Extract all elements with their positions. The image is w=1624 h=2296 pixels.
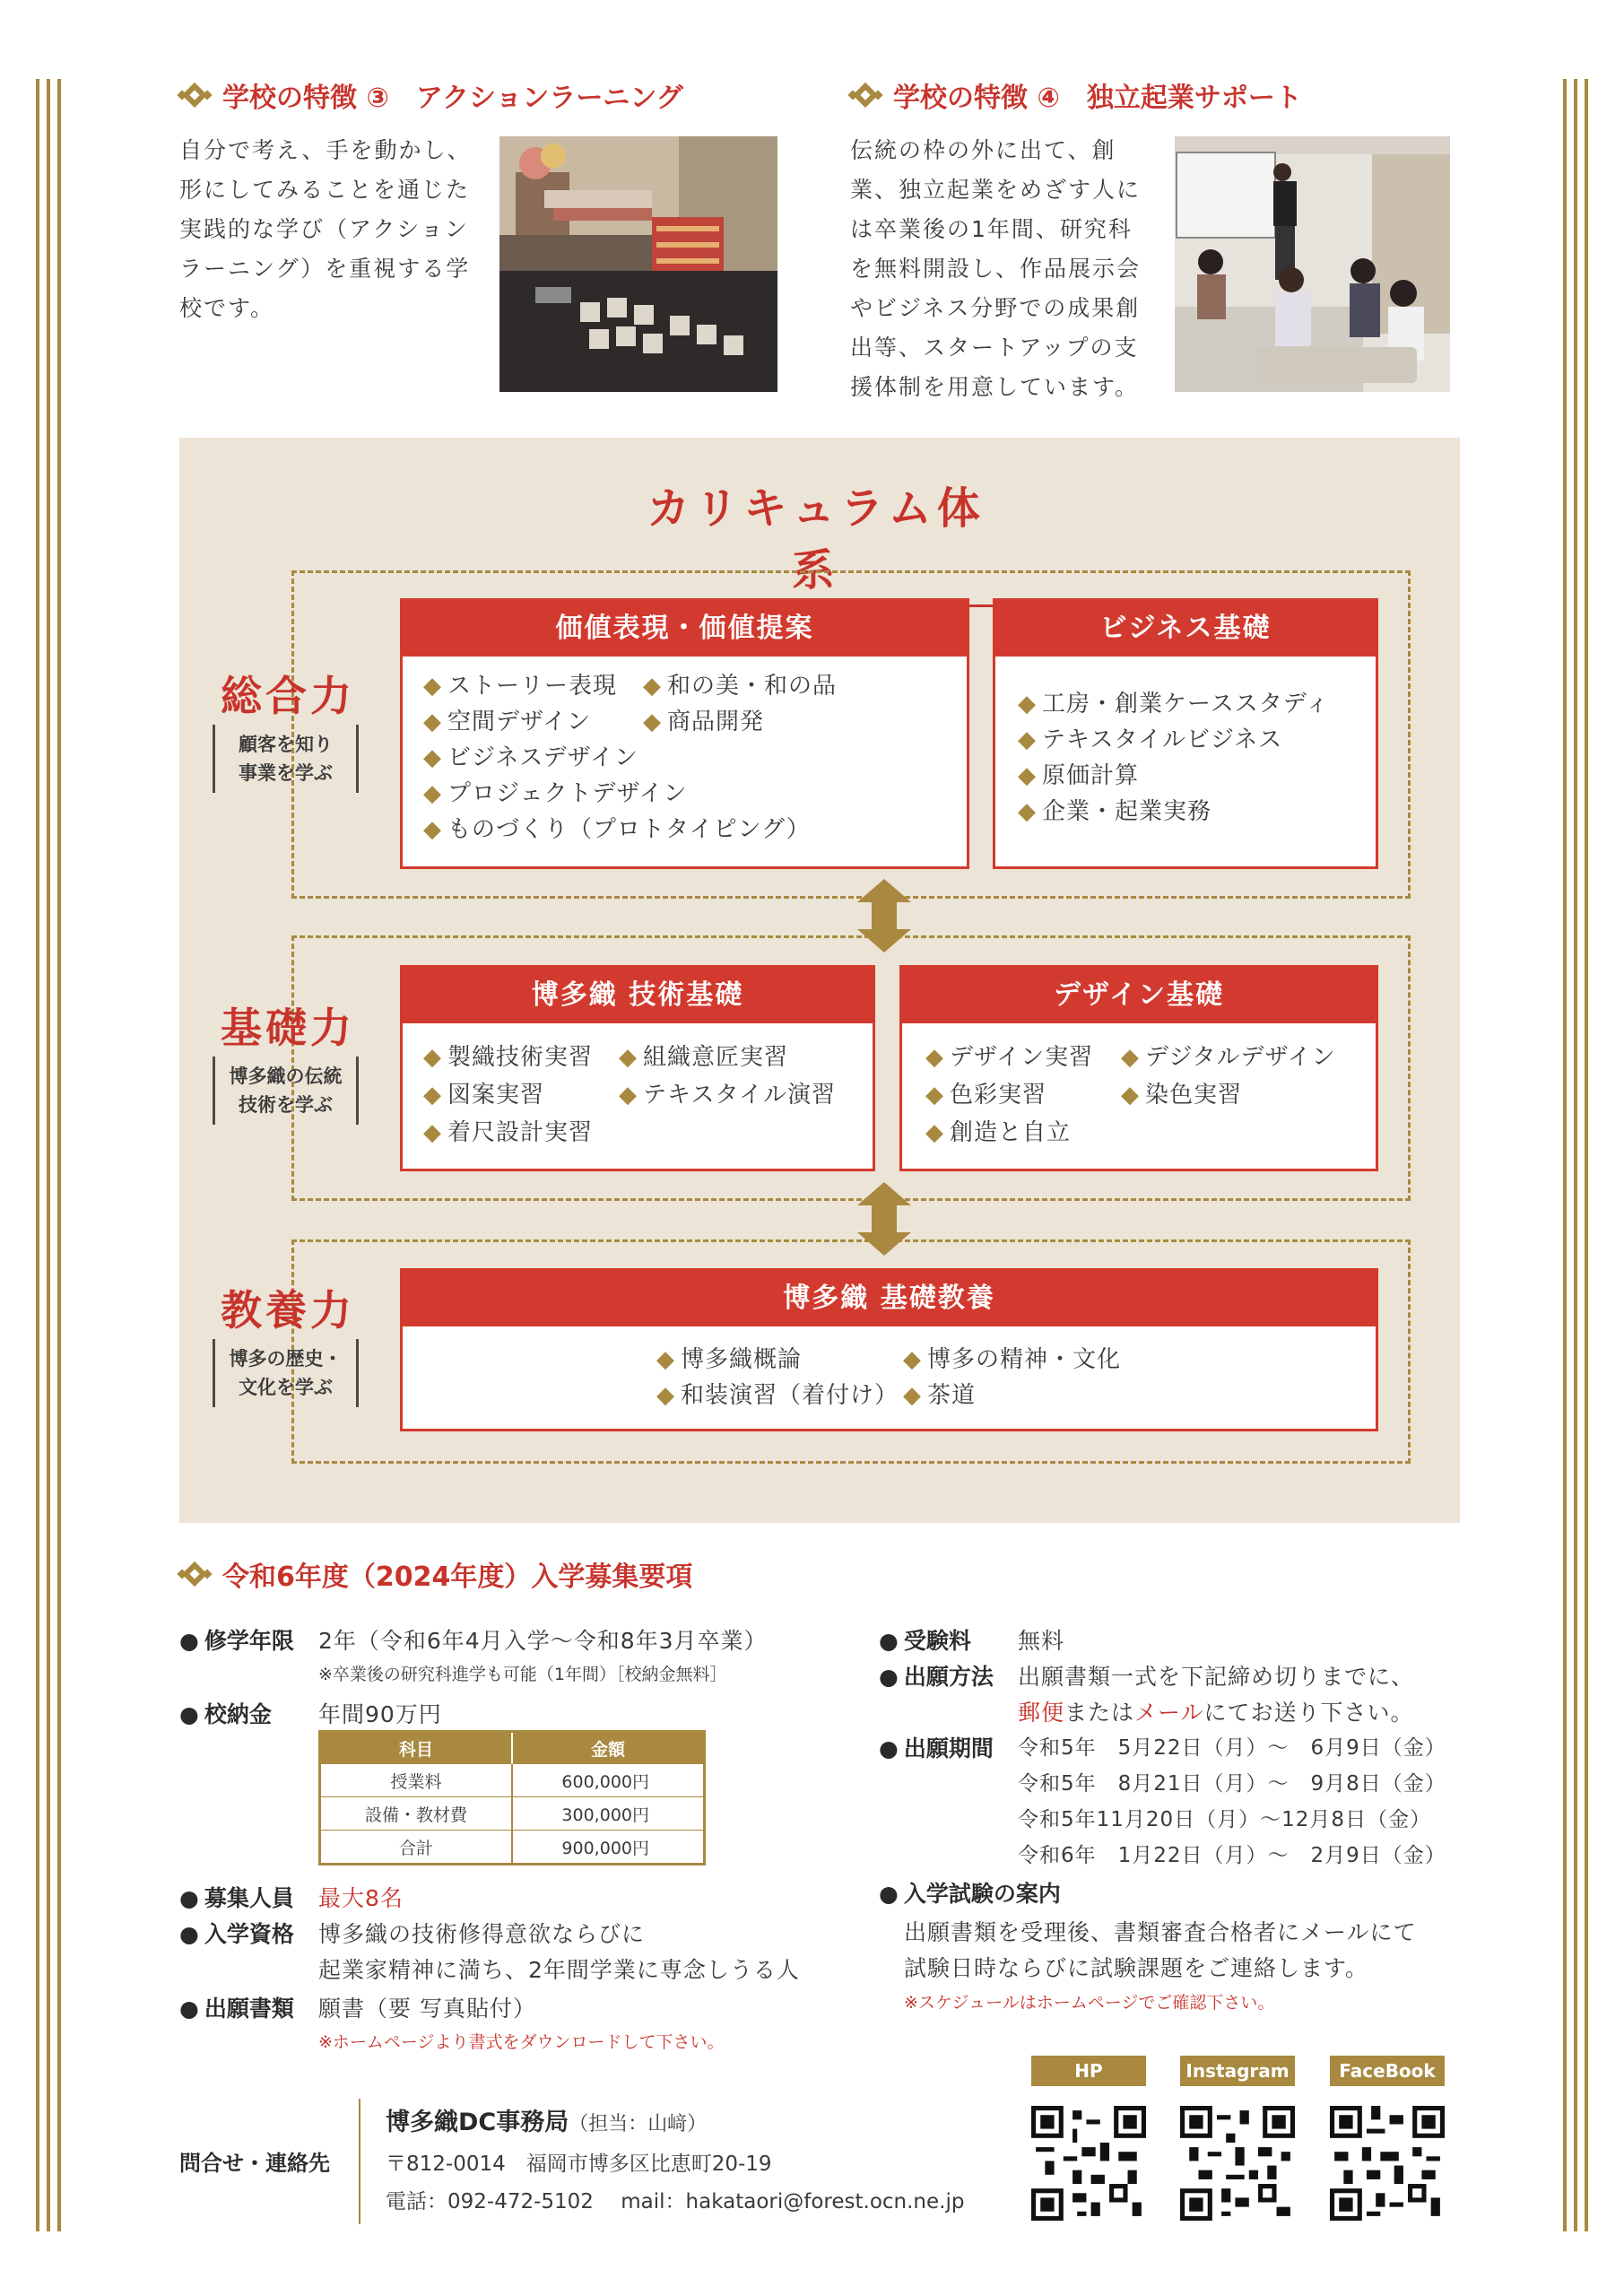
contact-label: 問合せ・連絡先 [179,2151,330,2176]
capacity-value: 最大8名 [318,1885,404,1911]
box-header: 博多織 基礎教養 [403,1271,1376,1326]
right-border-lines [1563,79,1588,2231]
documents-value: 願書（要 写真貼付） [318,1996,536,2022]
period-row: 令和5年 8月21日（月）～ 9月8日（金） [1018,1772,1446,1796]
table-row: 授業料 600,000円 [320,1764,705,1797]
qr-label-instagram: Instagram [1180,2056,1295,2086]
feature4-title: 学校の特徴 ④ 独立起業サポート [893,83,1302,114]
admission-title: 令和6年度（2024年度）入学募集要項 [222,1561,693,1593]
period-row: 令和6年 1月22日（月）～ 2月9日（金） [1018,1844,1446,1867]
tier-subtitle: 顧客を知り 事業を学ぶ [213,725,359,793]
duration-label: ● 修学年限 [179,1623,294,1656]
table-row: 設備・教材費 300,000円 [320,1797,705,1831]
feature3-text: 自分で考え、手を動かし、形にしてみることを通じた実践的な学び（アクションラーニング）を重視する学校です。 [179,137,472,321]
exam-line: 試験日時ならびに試験課題をご連絡します。 [904,1955,1369,1981]
contact-phone: 電話：092-472-5102 mail：hakataori@forest.ocn.ne.jp [386,2190,965,2213]
left-border-lines [36,79,61,2231]
fee-table-header: 科目 [320,1732,513,1764]
exam-fee-label: ● 受験料 [879,1623,971,1656]
qr-label-facebook: FaceBook [1330,2056,1445,2086]
duration-note: ※卒業後の研究科進学も可能（1年間）［校納金無料］ [318,1665,727,1684]
method-line2: 郵便またはメールにてお送り下さい。 [1018,1700,1414,1726]
qualification-line: 起業家精神に満ち、2年間学業に専念しうる人 [318,1957,800,1983]
feature3-title: 学校の特徴 ③ アクションラーニング [222,83,683,114]
qualification-label: ● 入学資格 [179,1917,294,1949]
tier-title: 総合力 [221,672,355,720]
tier-title: 教養力 [221,1286,355,1335]
exam-note: ※スケジュールはホームページでご確認下さい。 [904,1993,1275,2013]
feature4-heading [850,75,1302,115]
method-line1: 出願書類一式を下記締め切りまでに、 [1018,1664,1415,1690]
contact-divider [359,2099,360,2224]
feature3-heading [179,75,683,115]
box-items: ◆ デザイン実習◆ デジタルデザイン ◆ 色彩実習◆ 染色実習 ◆ 創造と自立 [925,1039,1336,1152]
exam-line: 出願書類を受理後、書類審査合格者にメールにて [904,1919,1417,1945]
instagram-qr-code[interactable] [1180,2106,1295,2221]
method-label: ● 出願方法 [879,1659,994,1692]
curriculum-title: カリキュラム体系 [632,474,1000,607]
fee-table [318,1730,706,1866]
capacity-label: ● 募集人員 [179,1881,294,1913]
period-label: ● 出願期間 [879,1731,994,1763]
exam-fee-value: 無料 [1018,1628,1065,1654]
exam-label: ● 入学試験の案内 [879,1876,1061,1909]
period-row: 令和5年11月20日（月）～12月8日（金） [1018,1808,1432,1831]
box-header: 博多織 技術基礎 [403,968,873,1023]
ornament-icon [179,1559,210,1589]
contact-address: 〒812-0014 福岡市博多区比恵町20-19 [386,2152,772,2176]
documents-note: ※ホームページより書式をダウンロードして下さい。 [318,2032,725,2052]
box-items: ◆ 博多織概論◆ 博多の精神・文化 ◆ 和装演習（着付け）◆ 茶道 [656,1342,1121,1413]
box-header: 価値表現・価値提案 [403,601,967,657]
qr-label-hp: HP [1031,2056,1146,2086]
feature4-photo [1175,136,1450,392]
fee-value: 年間90万円 [318,1701,442,1727]
facebook-qr-code[interactable] [1330,2106,1445,2221]
box-items: ◆ ストーリー表現◆ 和の美・和の品 ◆ 空間デザイン◆ 商品開発 ◆ ビジネスデザイン ◆ プロジェクトデザイン ◆ ものづくり（プロトタイピング） [423,668,837,848]
box-items: ◆ 工房・創業ケーススタディ ◆ テキスタイルビジネス ◆ 原価計算 ◆ 企業・起業実務 [1018,686,1330,830]
documents-label: ● 出願書類 [179,1991,294,2023]
ornament-icon [179,80,210,110]
feature4-text: 伝統の枠の外に出て、創業、独立起業をめざす人には卒業後の1年間、研究科を無料開設し、作品展示会やビジネス分野での成果創出等、スタートアップの支援体制を用意しています。 [850,137,1142,400]
feature3-photo [499,136,777,392]
box-header: デザイン基礎 [902,968,1376,1023]
duration-value: 2年（令和6年4月入学～令和8年3月卒業） [318,1628,768,1654]
contact-office: 博多織DC事務局（担当：山﨑） [386,2109,708,2136]
table-row: 合計 900,000円 [320,1831,705,1865]
admission-heading [179,1554,692,1594]
tier-subtitle: 博多の歴史・ 文化を学ぶ [213,1339,359,1407]
box-header: ビジネス基礎 [995,601,1376,657]
hp-qr-code[interactable] [1031,2106,1146,2221]
fee-table-header: 金額 [512,1732,705,1764]
tier-subtitle: 博多織の伝統 技術を学ぶ [213,1057,359,1125]
ornament-icon [850,80,881,110]
tier-title: 基礎力 [221,1004,355,1052]
fee-label: ● 校納金 [179,1697,272,1729]
period-row: 令和5年 5月22日（月）～ 6月9日（金） [1018,1736,1446,1760]
qualification-line: 博多織の技術修得意欲ならびに [318,1921,646,1947]
box-items: ◆ 製織技術実習◆ 組織意匠実習 ◆ 図案実習◆ テキスタイル演習 ◆ 着尺設計実習 [423,1039,836,1152]
